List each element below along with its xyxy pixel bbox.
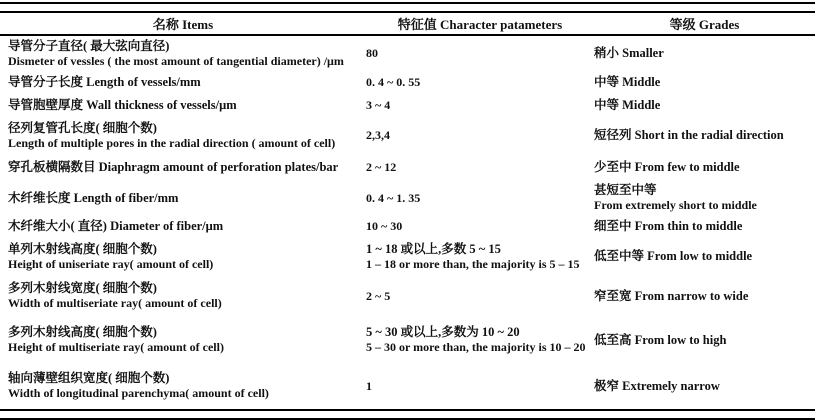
grade-line: 稍小 Smaller	[594, 46, 664, 60]
table-body	[0, 36, 815, 409]
item-line-en: Height of multiseriate ray( amount of cell)	[8, 340, 224, 354]
grade-line: 中等 Middle	[594, 75, 661, 89]
value-line-zh: 5 ~ 30 或以上,多数为 10 ~ 20	[366, 325, 520, 339]
table-row	[0, 215, 815, 238]
value-line: 0. 4 ~ 0. 55	[366, 75, 421, 89]
grade-cell	[594, 183, 815, 213]
grade-cell	[594, 46, 815, 61]
item-line-en: Height of uniseriate ray( amount of cell)	[8, 256, 214, 271]
grade-line: 极窄 Extremely narrow	[594, 378, 720, 393]
value-cell	[366, 160, 594, 175]
item-line-zh: 轴向薄壁组织宽度( 细胞个数)	[8, 371, 170, 385]
table-header-row	[0, 13, 815, 34]
value-cell	[366, 325, 594, 355]
item-cell	[0, 160, 366, 175]
value-line: 80	[366, 46, 378, 60]
item-cell	[0, 219, 366, 234]
item-line-en: Width of multiseriate ray( amount of cell)	[8, 296, 222, 310]
grade-cell	[594, 333, 815, 348]
value-line: 2 ~ 5	[366, 288, 391, 303]
value-cell	[366, 75, 594, 90]
item-line: 导管胞壁厚度 Wall thickness of vessels/μm	[8, 98, 237, 112]
table-row	[0, 275, 815, 317]
grade-cell	[594, 128, 815, 143]
grade-cell	[594, 219, 815, 234]
item-line-en: Width of longitudinal parenchyma( amount of cell)	[8, 386, 269, 400]
value-cell	[366, 46, 594, 61]
grade-line-zh: 甚短至中等	[594, 183, 657, 197]
table-top-rule	[0, 2, 815, 13]
item-cell	[0, 98, 366, 113]
item-line-zh: 导管分子直径( 最大弦向直径)	[8, 38, 170, 53]
table-row	[0, 363, 815, 409]
item-line-en: Dismeter of vessles ( the most amount of tangential diameter) /μm	[8, 53, 344, 68]
item-line-zh: 多列木射线宽度( 细胞个数)	[8, 281, 157, 295]
table-row	[0, 317, 815, 363]
item-cell	[0, 191, 366, 206]
table-row	[0, 238, 815, 275]
item-line-zh: 单列木射线高度( 细胞个数)	[8, 241, 157, 256]
value-line-zh: 1 ~ 18 或以上,多数 5 ~ 15	[366, 241, 501, 256]
value-line: 2,3,4	[366, 128, 390, 142]
table-row	[0, 154, 815, 181]
grade-line: 短径列 Short in the radial direction	[594, 128, 784, 142]
item-cell	[0, 325, 366, 355]
grade-line: 窄至宽 From narrow to wide	[594, 288, 749, 303]
table-row	[0, 71, 815, 94]
value-cell	[366, 98, 594, 113]
item-line: 木纤维长度 Length of fiber/mm	[8, 190, 179, 205]
item-line: 穿孔板横隔数目 Diaphragm amount of perforation plates/bar	[8, 160, 339, 174]
value-cell	[366, 289, 594, 304]
table-bottom-rule	[0, 409, 815, 420]
item-cell	[0, 75, 366, 90]
header-grades: 等级 Grades	[669, 17, 740, 32]
grade-line: 细至中 From thin to middle	[594, 219, 743, 233]
header-items: 名称 Items	[152, 17, 214, 32]
grade-cell	[594, 379, 815, 394]
value-line: 1	[366, 378, 372, 393]
value-line-en: 5 – 30 or more than, the majority is 10 – 20	[366, 340, 586, 354]
item-cell	[0, 371, 366, 401]
item-line: 导管分子长度 Length of vessels/mm	[8, 75, 201, 89]
grade-cell	[594, 289, 815, 304]
item-line-zh: 多列木射线高度( 细胞个数)	[8, 325, 157, 339]
table-row	[0, 181, 815, 215]
grade-cell	[594, 160, 815, 175]
value-cell	[366, 128, 594, 143]
value-line: 0. 4 ~ 1. 35	[366, 190, 421, 205]
value-line-en: 1 – 18 or more than, the majority is 5 – 15	[366, 256, 580, 271]
value-line: 10 ~ 30	[366, 219, 403, 233]
header-parameters: 特征值 Character patameters	[397, 17, 563, 32]
grade-line: 中等 Middle	[594, 98, 661, 112]
item-cell	[0, 242, 366, 272]
grade-line: 低至高 From low to high	[594, 332, 727, 347]
value-cell	[366, 219, 594, 234]
item-cell	[0, 121, 366, 151]
grade-cell	[594, 75, 815, 90]
grade-line: 少至中 From few to middle	[594, 160, 740, 174]
item-line-zh: 径列复管孔长度( 细胞个数)	[8, 120, 157, 135]
item-cell	[0, 281, 366, 311]
value-cell	[366, 379, 594, 394]
value-cell	[366, 191, 594, 206]
grade-cell	[594, 98, 815, 113]
value-line: 3 ~ 4	[366, 98, 391, 112]
item-line: 木纤维大小( 直径) Diameter of fiber/μm	[8, 219, 224, 233]
grade-line: 低至中等 From low to middle	[594, 249, 753, 263]
grade-cell	[594, 249, 815, 264]
item-cell	[0, 39, 366, 69]
table-row	[0, 36, 815, 71]
grade-line-en: From extremely short to middle	[594, 198, 757, 212]
value-cell	[366, 242, 594, 272]
value-line: 2 ~ 12	[366, 160, 397, 174]
table-row	[0, 117, 815, 154]
table-row	[0, 94, 815, 117]
item-line-en: Length of multiple pores in the radial direction ( amount of cell)	[8, 135, 336, 150]
